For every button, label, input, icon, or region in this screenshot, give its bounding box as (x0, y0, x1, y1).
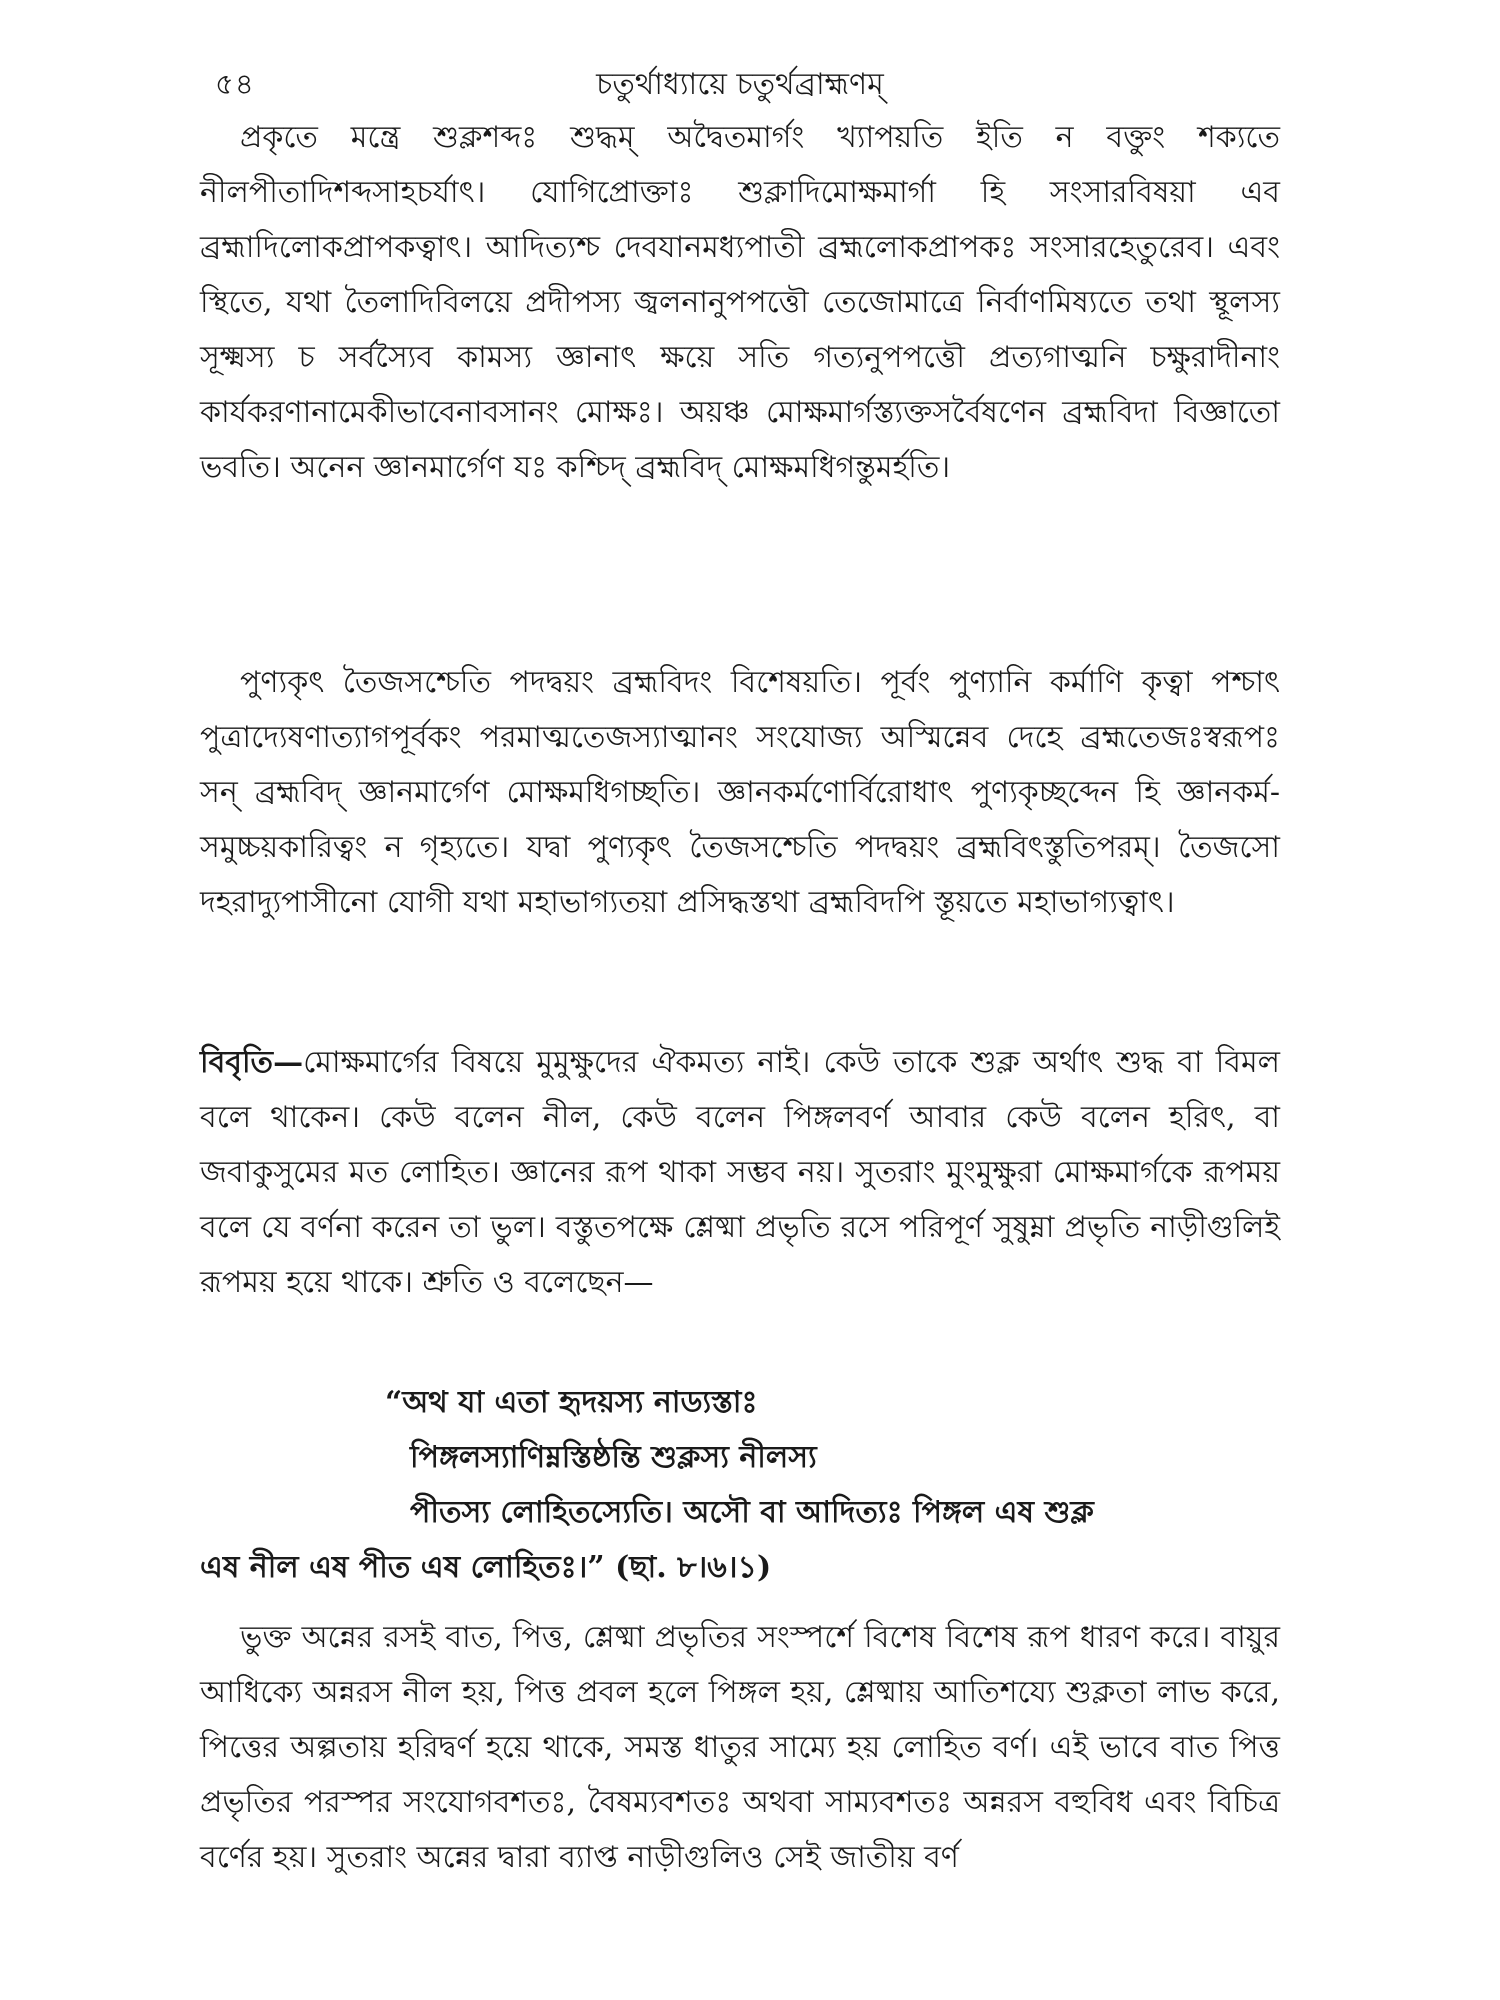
page-header (200, 50, 1280, 110)
sanskrit-commentary-paragraph-2 (200, 655, 1280, 990)
page-number: ৫৪ (215, 67, 255, 101)
bengali-paragraph-continued (200, 1610, 1280, 2000)
bengali-explanation-paragraph (200, 1035, 1280, 1370)
paragraph-text: প্রকৃতে মন্ত্রে শুক্লশব্দঃ শুদ্ধম্ অদ্বৈতমার্গং খ্যাপয়তি ইতি ন বক্তুং শক্যতে নীলপীতাদিশব্দসাহচর্যাৎ। যোগিপ্রোক্তাঃ শুক্লাদিমোক্ষমার্গা হি সংসারবিষয়া এব ব্রহ্মাদিলোকপ্রাপকত্বাৎ। আদিত্যশ্চ দেবযানমধ্যপাতী ব্রহ্মলোকপ্রাপকঃ সংসারহেতুরেব। এবং স্থিতে, যথা তৈলাদিবিলয়ে প্রদীপস্য জ্বলনানুপপত্তৌ তেজোমাত্রে নির্বাণমিষ্যতে তথা স্থূলস্য সূক্ষ্মস্য চ সর্বস্যৈব কামস্য জ্ঞানাৎ ক্ষয়ে সতি গত্যনুপপত্তৌ প্রত্যগাত্মনি চক্ষুরাদীনাং কার্যকরণানামেকীভাবেনাবসানং মোক্ষঃ। অয়ঞ্চ মোক্ষমার্গস্ত্যক্তসর্বৈষণেন ব্রহ্মবিদা বিজ্ঞাতো ভবতি। অনেন জ্ঞানমার্গেণ যঃ কশ্চিদ্ ব্রহ্মবিদ্ মোক্ষমধিগন্তুমর্হতি। (200, 120, 1280, 485)
explanation-heading: বিবৃতি— (200, 1045, 304, 1080)
quote-line: পিঙ্গলস্যাণিম্নস্তিষ্ঠন্তি শুক্লস্য নীলস্য (410, 1440, 817, 1475)
quote-line-final (200, 1540, 1280, 1595)
quote-line: “অথ যা এতা হৃদয়স্য নাড্যস্তাঃ (385, 1385, 758, 1420)
paragraph-text: পুণ্যকৃৎ তৈজসশ্চেতি পদদ্বয়ং ব্রহ্মবিদং বিশেষয়তি। পূর্বং পুণ্যানি কর্মাণি কৃত্বা পশ্চাৎ পুত্রাদ্যেষণাত্যাগপূর্বকং পরমাত্মতেজস্যাত্মানং সংযোজ্য অস্মিন্নেব দেহে ব্রহ্মতেজঃস্বরূপঃ সন্ ব্রহ্মবিদ্ জ্ঞানমার্গেণ মোক্ষমধিগচ্ছতি। জ্ঞানকর্মণোর্বিরোধাৎ পুণ্যকৃচ্ছব্দেন হি জ্ঞানকর্ম-সমুচ্চয়কারিত্বং ন গৃহ্যতে। যদ্বা পুণ্যকৃৎ তৈজসশ্চেতি পদদ্বয়ং ব্রহ্মবিৎস্তুতিপরম্। তৈজসো দহরাদ্যুপাসীনো যোগী যথা মহাভাগ্যতয়া প্রসিদ্ধস্তথা ব্রহ্মবিদপি স্তূয়তে মহাভাগ্যত্বাৎ। (200, 665, 1280, 920)
paragraph-text: ভুক্ত অন্নের রসই বাত, পিত্ত, শ্লেষ্মা প্রভৃতির সংস্পর্শে বিশেষ বিশেষ রূপ ধারণ করে। বায়ুর আধিক্যে অন্নরস নীল হয়, পিত্ত প্রবল হলে পিঙ্গল হয়, শ্লেষ্মায় আতিশয্যে শুক্লতা লাভ করে, পিত্তের অল্পতায় হরিদ্বর্ণ হয়ে থাকে, সমস্ত ধাতুর সাম্যে হয় লোহিত বর্ণ। এই ভাবে বাত পিত্ত প্রভৃতির পরস্পর সংযোগবশতঃ, বৈষম্যবশতঃ অথবা সাম্যবশতঃ অন্নরস বহুবিধ এবং বিচিত্র বর্ণের হয়। সুতরাং অন্নের দ্বারা ব্যাপ্ত নাড়ীগুলিও সেই জাতীয় বর্ণ (200, 1620, 1280, 1875)
quote-line: এষ নীল এষ পীত এষ লোহিতঃ।” (200, 1550, 605, 1585)
running-title: চতুর্থাধ্যায়ে চতুর্থব্রাহ্মণম্ (596, 67, 884, 102)
scripture-quote (200, 1375, 1280, 1600)
book-page (200, 50, 1280, 1970)
sanskrit-commentary-paragraph-1 (200, 110, 1280, 610)
quote-line: পীতস্য লোহিতস্যেতি। অসৌ বা আদিত্যঃ পিঙ্গল এষ শুক্ল (410, 1495, 1094, 1530)
quote-reference: (ছা. ৮।৬।১) (615, 1550, 772, 1585)
paragraph-text: মোক্ষমার্গের বিষয়ে মুমুক্ষুদের ঐকমত্য নাই। কেউ তাকে শুক্ল অর্থাৎ শুদ্ধ বা বিমল বলে থাকেন। কেউ বলেন নীল, কেউ বলেন পিঙ্গলবর্ণ আবার কেউ বলেন হরিৎ, বা জবাকুসুমের মত লোহিত। জ্ঞানের রূপ থাকা সম্ভব নয়। সুতরাং মুংমুক্ষুরা মোক্ষমার্গকে রূপময় বলে যে বর্ণনা করেন তা ভুল। বস্তুতপক্ষে শ্লেষ্মা প্রভৃতি রসে পরিপূর্ণ সুষুম্না প্রভৃতি নাড়ীগুলিই রূপময় হয়ে থাকে। শ্রুতি ও বলেছেন— (200, 1045, 1280, 1300)
